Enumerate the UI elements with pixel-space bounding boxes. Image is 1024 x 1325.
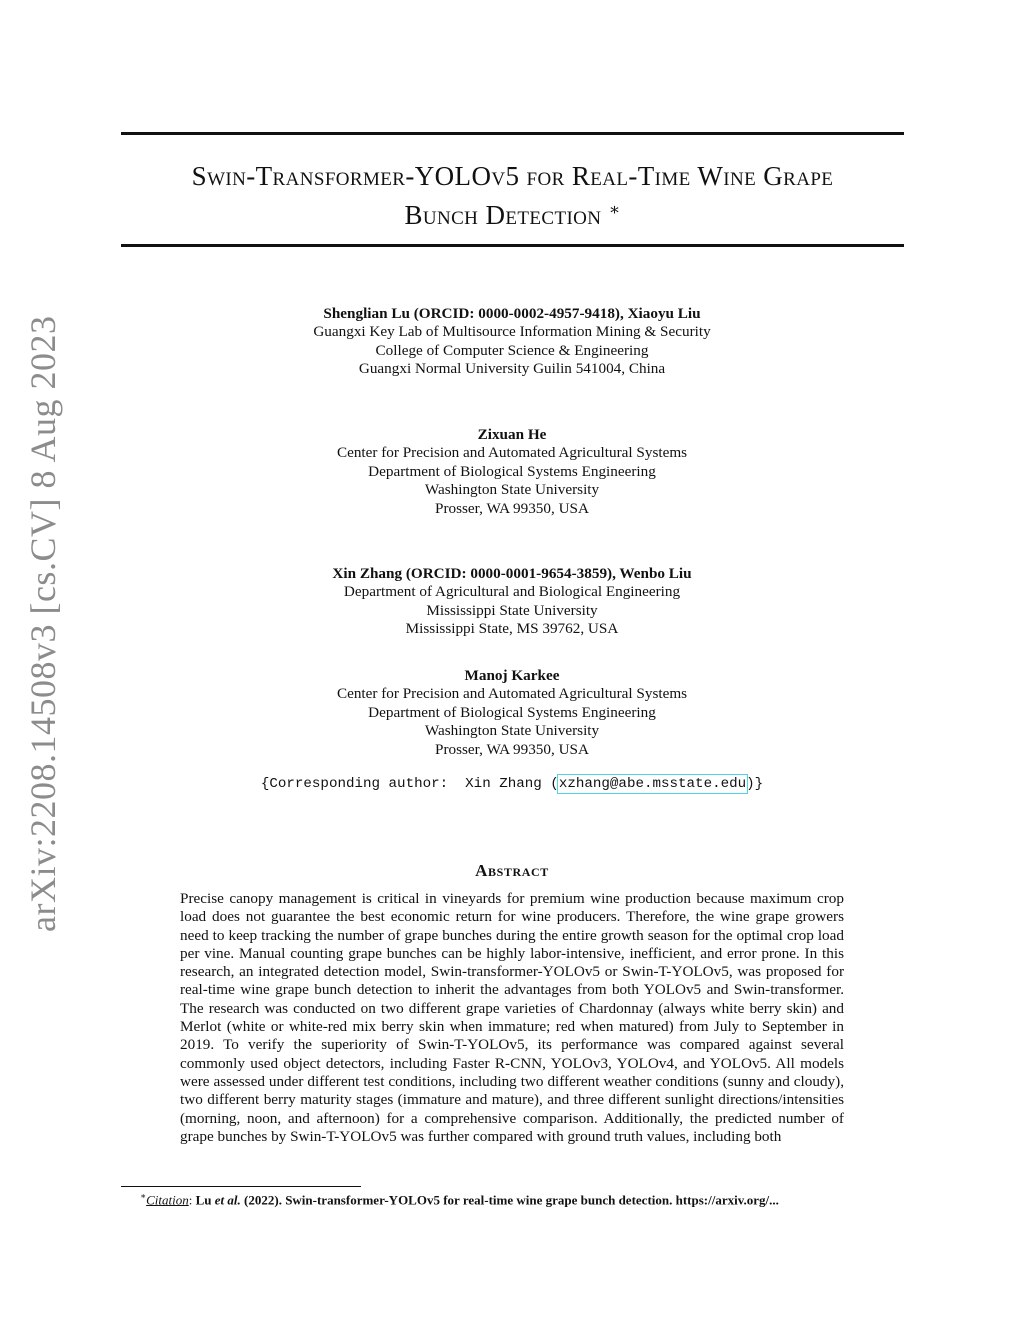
citation-authors: Lu xyxy=(195,1192,215,1208)
author-names: Xin Zhang (ORCID: 0000-0001-9654-3859), Wenbo Liu xyxy=(332,565,692,582)
author-block-4 xyxy=(162,667,862,759)
affiliation-line: Department of Agricultural and Biological Engineering xyxy=(343,583,681,601)
abstract-text: Precise canopy management is critical in vineyards for premium wine production because maximum crop load does not guarantee the best economic return for wine producers. Therefore, the wine grape growers need to keep tracking the number of grape bunches during the entire growth season for the optimal crop load per vine. Manual counting grape bunches can be highly labor-intensive, inefficient, and error prone. In this research, an integrated detection model, Swin-transformer-YOLOv5 or Swin-T-YOLOv5, was proposed for real-time wine grape bunch detection to inherit the advantages from both YOLOv5 and Swin-transformer. The research was conducted on two different grape varieties of Chardonnay (always white berry skin) and Merlot (white or white-red mix berry skin when immature; red when matured) from July to September in 2019. To verify the superiority of Swin-T-YOLOv5, its performance was compared against several commonly used object detectors, including Faster R-CNN, YOLOv3, YOLOv4, and YOLOv5. All models were assessed under different test conditions, including two different weather conditions (sunny and cloudy), two different berry maturity stages (immature and mature), and three different sunlight directions/intensities (morning, noon, and afternoon) for a comprehensive comparison. Additionally, the predicted number of grape bunches by Swin-T-YOLOv5 was further compared with ground truth values, including both xyxy=(180,890,844,1145)
title-bottom-rule xyxy=(121,244,904,247)
corresponding-suffix: )} xyxy=(746,776,764,792)
title-line-2: Bunch Detection ∗ xyxy=(404,200,621,230)
affiliation-line: Washington State University xyxy=(424,481,600,499)
author-names: Manoj Karkee xyxy=(464,667,560,684)
affiliation-line: Guangxi Normal University Guilin 541004, China xyxy=(358,360,666,378)
affiliation-line: Washington State University xyxy=(424,722,600,740)
citation-label: Citation xyxy=(146,1192,189,1208)
arxiv-identifier: arXiv:2208.14508v3 [cs.CV] 8 Aug 2023 xyxy=(23,315,63,932)
citation-text: (2022). Swin-transformer-YOLOv5 for real-time wine grape bunch detection. https://arxiv.org/... xyxy=(240,1192,779,1208)
author-names: Zixuan He xyxy=(477,426,547,443)
affiliation-line: Center for Precision and Automated Agricultural Systems xyxy=(336,444,688,462)
affiliation-line: Mississippi State, MS 39762, USA xyxy=(405,620,619,638)
footnote-mark: ∗ xyxy=(140,1191,147,1201)
corresponding-author xyxy=(140,776,884,792)
affiliation-line: Center for Precision and Automated Agricultural Systems xyxy=(336,685,688,703)
author-block-2 xyxy=(162,426,862,518)
affiliation-line: Mississippi State University xyxy=(426,601,598,619)
affiliation-line: Department of Biological Systems Engineering xyxy=(368,703,656,721)
author-names: Shenglian Lu (ORCID: 0000-0002-4957-9418), Xiaoyu Liu xyxy=(323,305,701,322)
author-block-3 xyxy=(162,565,862,639)
affiliation-line: Department of Biological Systems Engineering xyxy=(368,462,656,480)
title-line-1: Swin-Transformer-YOLOv5 for Real-Time Wine Grape xyxy=(191,161,834,191)
citation-footnote xyxy=(140,1191,779,1208)
affiliation-line: College of Computer Science & Engineering xyxy=(375,341,649,359)
title-footnote-mark: ∗ xyxy=(608,200,621,219)
corresponding-prefix: {Corresponding author: Xin Zhang ( xyxy=(260,776,559,792)
affiliation-line: Guangxi Key Lab of Multisource Information Mining & Security xyxy=(313,323,711,341)
title-top-rule xyxy=(121,132,904,135)
author-block-1 xyxy=(162,305,862,379)
paper-title xyxy=(115,160,910,232)
footnote-rule xyxy=(121,1186,361,1187)
email-link[interactable]: xzhang@abe.msstate.edu xyxy=(558,776,747,792)
affiliation-line: Prosser, WA 99350, USA xyxy=(435,499,589,517)
affiliation-line: Prosser, WA 99350, USA xyxy=(435,740,589,758)
citation-colon: : xyxy=(188,1192,196,1208)
citation-etal: et al. xyxy=(214,1192,241,1208)
abstract-heading: Abstract xyxy=(475,861,549,880)
